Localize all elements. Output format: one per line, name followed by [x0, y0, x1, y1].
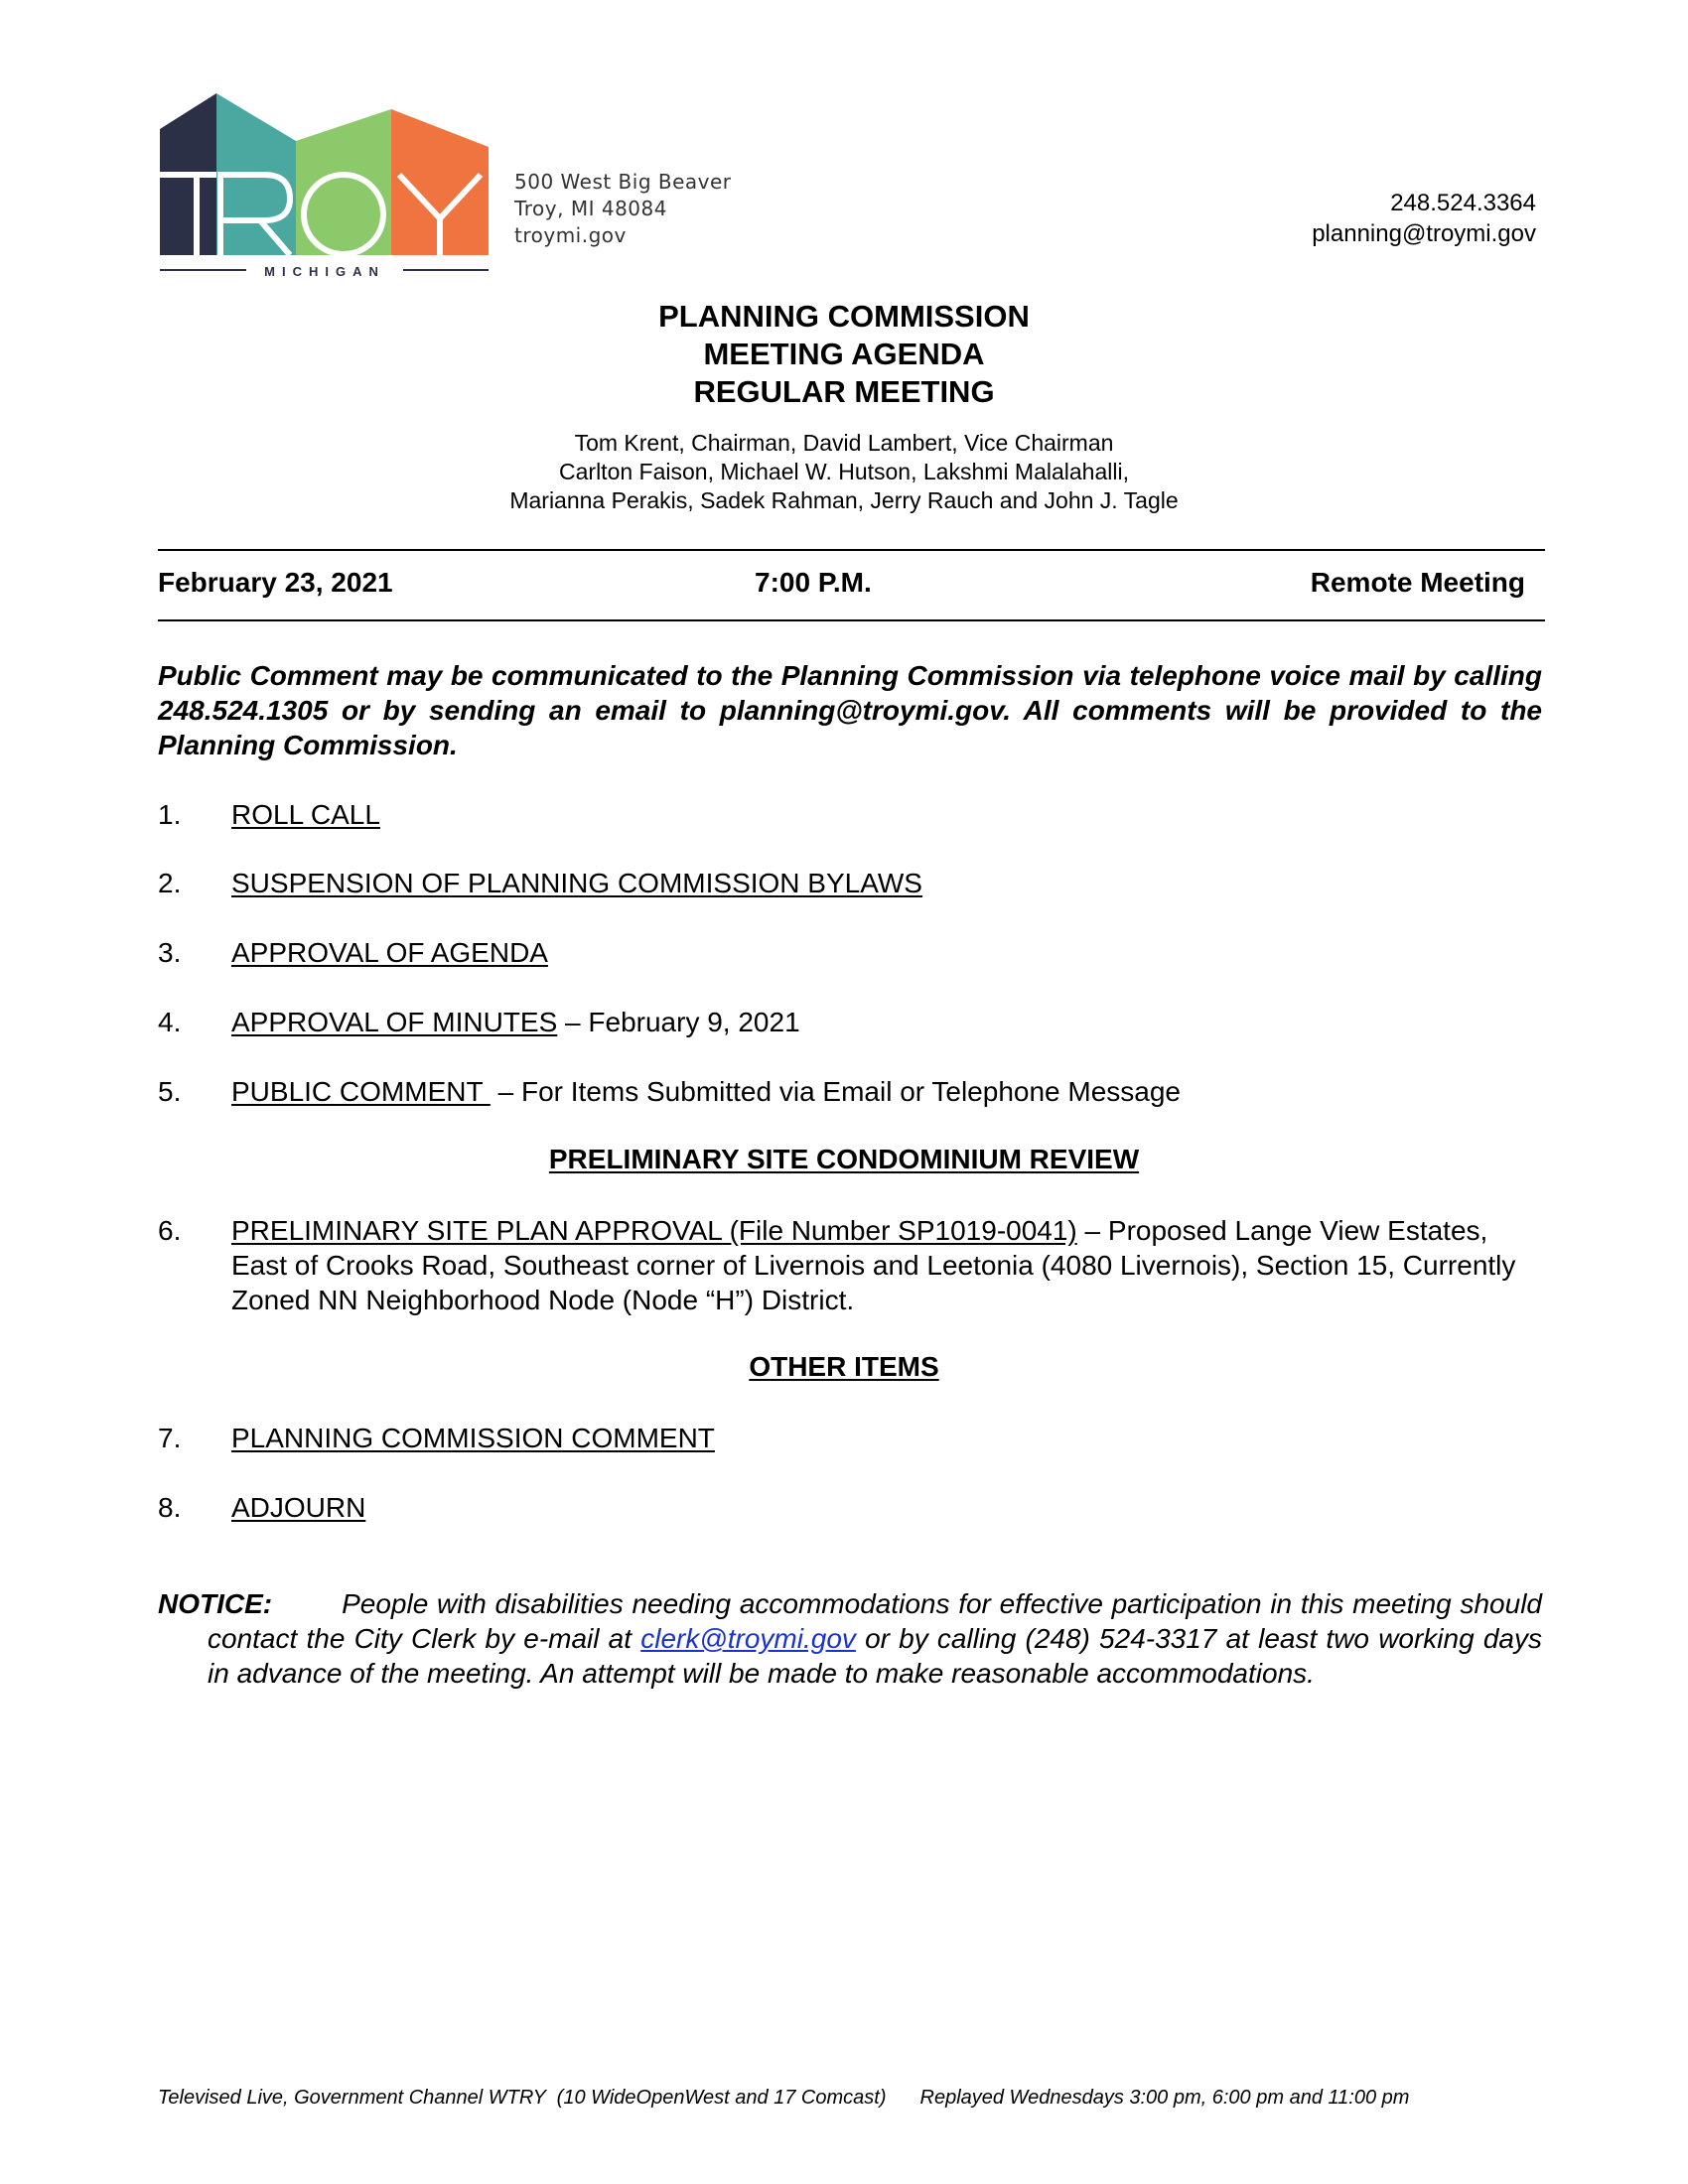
- meeting-time: 7:00 P.M.: [755, 567, 872, 598]
- agenda-item-number: 5.: [158, 1076, 182, 1107]
- divider-top: [158, 549, 1545, 551]
- meeting-location: Remote Meeting: [1310, 567, 1525, 598]
- title-line-1: PLANNING COMMISSION: [658, 299, 1030, 334]
- agenda-item-title: APPROVAL OF AGENDA: [231, 937, 548, 968]
- address-web: troymi.gov: [514, 223, 627, 247]
- broadcast-footer: [158, 2087, 1409, 2110]
- agenda-item-number: 2.: [158, 868, 182, 898]
- address-city: Troy, MI 48084: [514, 197, 667, 220]
- agenda-item-title: PUBLIC COMMENT: [231, 1076, 491, 1107]
- agenda-item-title: ROLL CALL: [231, 799, 380, 830]
- troy-logo: [157, 93, 494, 276]
- commission-members: [0, 429, 1688, 515]
- footer-broadcast: Televised Live, Government Channel WTRY (10 WideOpenWest and 17 Comcast): [158, 2087, 887, 2109]
- section-heading: [0, 1351, 1688, 1383]
- agenda-item-title: PRELIMINARY SITE PLAN APPROVAL (File Number SP1019-0041): [231, 1215, 1077, 1246]
- section-heading-text: OTHER ITEMS: [749, 1351, 939, 1382]
- contact-phone: 248.524.3364: [1390, 190, 1536, 216]
- agenda-item-title: APPROVAL OF MINUTES: [231, 1007, 558, 1037]
- agenda-item-number: 4.: [158, 1007, 182, 1037]
- agenda-item-number: 1.: [158, 799, 182, 830]
- title-line-3: REGULAR MEETING: [693, 374, 995, 409]
- agenda-item-title: PLANNING COMMISSION COMMENT: [231, 1423, 715, 1453]
- meeting-date: February 23, 2021: [158, 567, 393, 598]
- members-line-3: Marianna Perakis, Sadek Rahman, Jerry Rauch and John J. Tagle: [509, 487, 1179, 513]
- agenda-item: [158, 1213, 1548, 1322]
- members-line-1: Tom Krent, Chairman, David Lambert, Vice Chairman: [574, 430, 1114, 456]
- city-address: [514, 169, 732, 249]
- public-comment-notice: Public Comment may be communicated to the Planning Commission via telephone voice mail by calling 248.524.1305 or by sending an email to planning@troymi.gov. All comments will be provided to the Planning Commission.: [158, 660, 1542, 760]
- footer-replay: Replayed Wednesdays 3:00 pm, 6:00 pm and 11:00 pm: [919, 2087, 1410, 2109]
- notice-text-1: People with disabilities needing accommodations for effective participation in this meeting should contact the City Clerk by e-mail at: [208, 1588, 1542, 1654]
- divider-bottom: [158, 619, 1545, 621]
- agenda-item-title: SUSPENSION OF PLANNING COMMISSION BYLAWS: [231, 868, 922, 898]
- contact-email: planning@troymi.gov: [1312, 220, 1536, 247]
- members-line-2: Carlton Faison, Michael W. Hutson, Lakshmi Malalahalli,: [559, 459, 1129, 484]
- agenda-item-detail: – February 9, 2021: [557, 1007, 800, 1037]
- notice-text-2: or by calling (248) 524-3317 at least two working days in advance of the meeting. An attempt will be made to make reasonable accommodations.: [208, 1623, 1542, 1689]
- logo-subtitle: MICHIGAN: [264, 264, 385, 276]
- agenda-item-number: 6.: [158, 1215, 182, 1246]
- agenda-item-detail: – Proposed Lange View Estates, East of Crooks Road, Southeast corner of Livernois and Leetonia (4080 Livernois), Section 15, Currently Zoned NN Neighborhood Node (Node “H”) District.: [231, 1215, 1516, 1315]
- address-street: 500 West Big Beaver: [514, 170, 732, 194]
- section-heading: [0, 1144, 1688, 1175]
- accessibility-notice: [158, 1586, 1542, 1691]
- notice-lead: NOTICE:: [158, 1588, 273, 1619]
- agenda-item-title: ADJOURN: [231, 1492, 366, 1523]
- section-heading-text: PRELIMINARY SITE CONDOMINIUM REVIEW: [548, 1144, 1140, 1174]
- agenda-item-number: 3.: [158, 937, 182, 968]
- planning-contact: [1312, 188, 1536, 249]
- agenda-item-detail: – For Items Submitted via Email or Telephone Message: [490, 1076, 1182, 1107]
- clerk-email-link[interactable]: clerk@troymi.gov: [640, 1623, 856, 1654]
- troy-logo-graphic: [157, 93, 494, 276]
- title-line-2: MEETING AGENDA: [703, 337, 985, 371]
- page-title: [0, 298, 1688, 411]
- agenda-item-number: 8.: [158, 1492, 182, 1523]
- agenda-item-number: 7.: [158, 1423, 182, 1453]
